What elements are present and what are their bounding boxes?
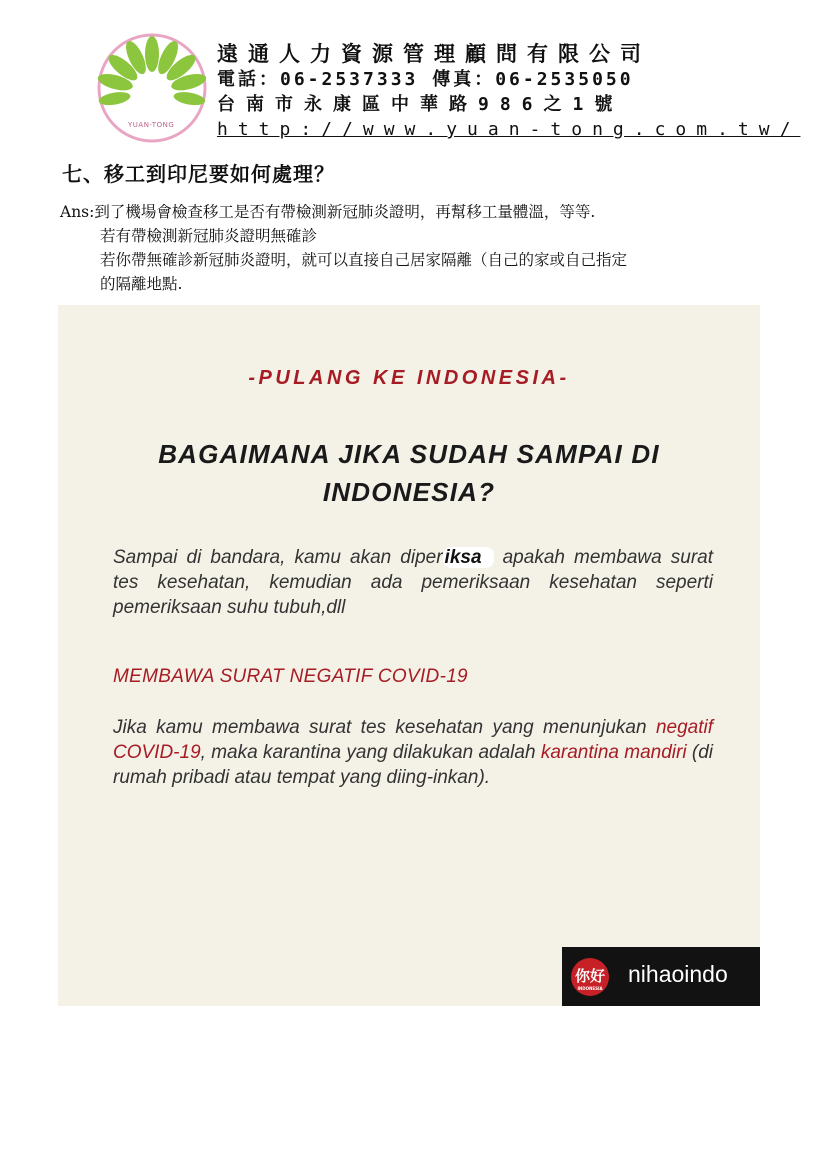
badge-logo-subtext: INDONESIA	[577, 986, 603, 991]
answer-line: 若你帶無確診新冠肺炎證明，就可以直接自己居家隔離（自己的家或自己指定	[100, 251, 628, 269]
text-run: Jika kamu membawa surat tes kesehatan yang menunjukan	[113, 717, 656, 738]
text-run: , maka karantina yang dilakukan adalah	[200, 742, 541, 763]
badge-brand: nihaoindo	[628, 961, 728, 987]
text-run: apakah membawa surat tes kesehatan, kemudian ada pemeriksaan kesehatan seperti pemeriksaan suhu tubuh,dll	[113, 547, 713, 618]
emphasis-text: karantina mandiri	[540, 742, 687, 763]
question-heading: 七、移工到印尼要如何處理？	[62, 162, 335, 186]
nihao-logo-icon	[571, 958, 609, 996]
badge-logo-text: 你好	[574, 967, 605, 985]
emphasis-text: negatif COVID-19	[113, 717, 713, 763]
headline-line: INDONESIA?	[322, 477, 496, 507]
text-run: (di rumah pribadi atau tempat yang diing-inkan).	[113, 742, 713, 788]
highlighted-word: iksa	[443, 547, 494, 568]
website-link[interactable]: http://www.yuan-tong.com.tw/	[217, 119, 801, 140]
phone-fax-line: 電話：06-2537333 傳真：06-2535050	[217, 69, 634, 90]
logo-caption: YUAN-TONG	[128, 121, 175, 129]
quarantine-paragraph	[113, 715, 713, 790]
infographic-panel	[58, 305, 760, 1006]
company-name: 遠通人力資源管理顧問有限公司	[217, 42, 651, 66]
nihaoindo-badge	[562, 947, 760, 1006]
text-run: Sampai di bandara, kamu akan diper	[113, 547, 443, 568]
arrival-paragraph	[113, 545, 713, 620]
company-info	[217, 42, 801, 142]
answer-block	[60, 200, 760, 296]
answer-line: 的隔離地點.	[100, 275, 183, 293]
section-subhead: MEMBAWA SURAT NEGATIF COVID-19	[113, 666, 468, 687]
infographic-headline	[118, 435, 700, 511]
headline-line: BAGAIMANA JIKA SUDAH SAMPAI DI	[158, 439, 660, 469]
address-line: 台南市永康區中華路986之1號	[217, 94, 624, 115]
answer-line: Ans:到了機場會檢查移工是否有帶檢測新冠肺炎證明，再幫移工量體溫，等等.	[60, 203, 596, 221]
infographic-kicker: -PULANG KE INDONESIA-	[248, 367, 570, 389]
answer-line: 若有帶檢測新冠肺炎證明無確診	[100, 227, 318, 245]
company-logo	[96, 32, 208, 144]
